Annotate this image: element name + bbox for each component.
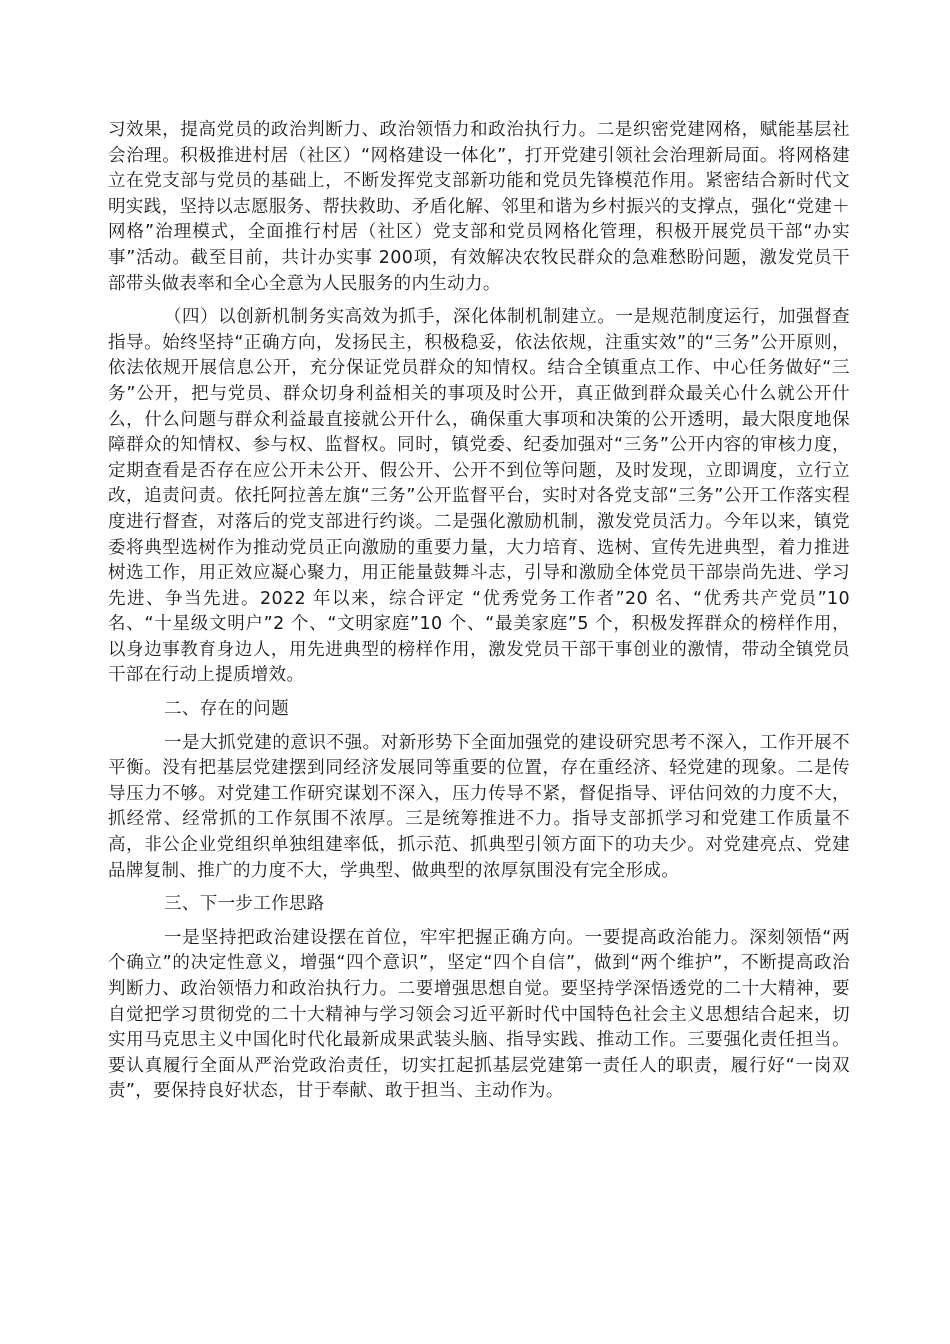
paragraph-continuation: 习效果，提高党员的政治判断力、政治领悟力和政治执行力。二是织密党建网格，赋能基层社会治理。积极推进村居（社区）“网格建设一体化”，打开党建引领社会治理新局面。将网格建立在党支部与党员的基础上，不断发挥党支部新功能和党员先锋模范作用。紧密结合新时代文明实践，坚持以志愿服务、帮扶救助、矛盾化解、邻里和谐为乡村振兴的支撑点，强化“党建＋网格”治理模式，全面推行村居（社区）党支部和党员网格化管理，积极开展党员干部“办实事”活动。截至目前，共计办实事 200项，有效解决农牧民群众的急难愁盼问题，激发党员干部带头做表率和全心全意为人民服务的内生动力。 bbox=[108, 120, 850, 294]
paragraph-problems: 一是大抓党建的意识不强。对新形势下全面加强党的建设研究思考不深入，工作开展不平衡。没有把基层党建摆到同经济发展同等重要的位置，存在重经济、轻党建的现象。二是传导压力不够。对党建工作研究谋划不深入，压力传导不紧，督促指导、评估问效的力度不大，抓经常、经常抓的工作氛围不浓厚。三是统筹推进不力。指导支部抓学习和党建工作质量不高，非公企业党组织单独组建率低，抓示范、抓典型引领方面下的功夫少。对党建亮点、党建品牌复制、推广的力度不大，学典型、做典型的浓厚氛围没有完全形成。 bbox=[108, 732, 850, 881]
paragraph-next-steps: 一是坚持把政治建设摆在首位，牢牢把握正确方向。一要提高政治能力。深刻领悟“两个确立”的决定性意义，增强“四个意识”，坚定“四个自信”，做到“两个维护”，不断提高政治判断力、政治领悟力和政治执行力。二要增强思想自觉。要坚持学深悟透党的二十大精神，要自觉把学习贯彻党的二十大精神与学习领会习近平新时代中国特色社会主义思想结合起来，切实用马克思主义中国化时代化最新成果武装头脑、指导实践、推动工作。三要强化责任担当。要认真履行全面从严治党政治责任，切实扛起抓基层党建第一责任人的职责，履行好“一岗双责”，要保持良好状态，甘于奉献、敢于担当、主动作为。 bbox=[108, 927, 850, 1102]
paragraph-mechanism: （四）以创新机制务实高效为抓手，深化体制机制建立。一是规范制度运行，加强督查指导。始终坚持“正确方向，发扬民主，积极稳妥，依法依规，注重实效”的“三务”公开原则，依法依规开展信息公开，充分保证党员群众的知情权。结合全镇重点工作、中心任务做好“三务”公开，把与党员、群众切身利益相关的事项及时公开，真正做到群众最关心什么就公开什么，什么问题与群众利益最直接就公开什么，确保重大事项和决策的公开透明，最大限度地保障群众的知情权、参与权、监督权。同时，镇党委、纪委加强对“三务”公开内容的审核力度，定期查看是否存在应公开未公开、假公开、公开不到位等问题，及时发现，立即调度，立行立改，追责问责。依托阿拉善左旗“三务”公开监督平台，实时对各党支部“三务”公开工作落实程度进行督查，对落后的党支部进行约谈。二是强化激励机制，激发党员活力。今年以来，镇党委将典型选树作为推动党员正向激励的重要力量，大力培育、选树、宣传先进典型，着力推进树选工作，用正效应凝心聚力，用正能量鼓舞斗志，引导和激励全体党员干部崇尚先进、学习先进、争当先进。2022 年以来，综合评定 “优秀党务工作者”20 名、“优秀共产党员”10 名、“十星级文明户”2 个、“文明家庭”10 个、“最美家庭”5 个，积极发挥群众的榜样作用，以身边事教育身边人，用先进典型的榜样作用，激发党员干部干事创业的激情，带动全镇党员干部在行动上提质增效。 bbox=[108, 307, 850, 686]
section-heading-problems: 二、存在的问题 bbox=[164, 699, 289, 720]
document-page bbox=[108, 118, 850, 1113]
section-heading-next-steps: 三、下一步工作思路 bbox=[164, 894, 325, 915]
